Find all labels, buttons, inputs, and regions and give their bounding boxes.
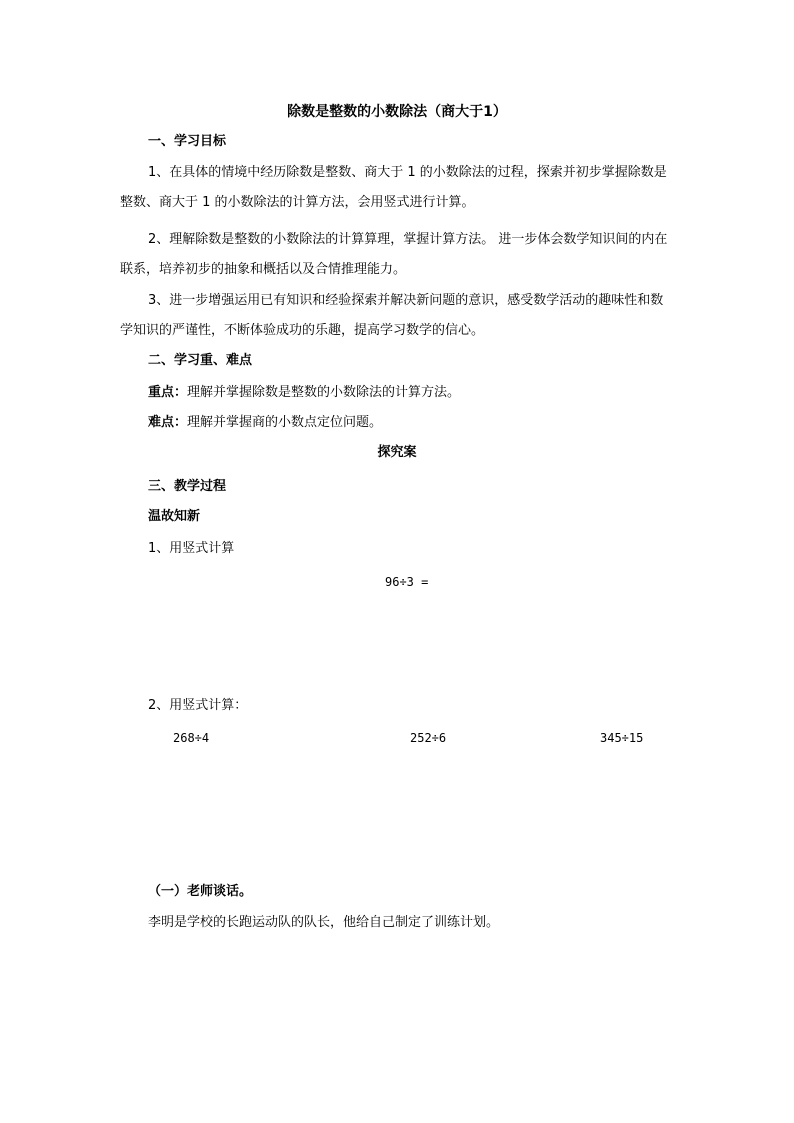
key-point-text: 理解并掌握除数是整数的小数除法的计算方法。 (187, 385, 461, 400)
difficulty-label: 难点： (148, 415, 188, 430)
goal-item-1: 1、在具体的情境中经历除数是整数、商大于 1 的小数除法的过程，探索并初步掌握除数是整数、商大于 1 的小数除法的计算方法，会用竖式进行计算。 (120, 165, 667, 210)
review-heading: 温故知新 (148, 509, 201, 524)
question-1-label: 1、用竖式计算 (148, 541, 235, 556)
question-2-label: 2、用竖式计算： (148, 698, 248, 713)
goal-item-3: 3、进一步增强运用已有知识和经验探索并解决新问题的意识，感受数学活动的趣味性和数学知识的严谨性，不断体验成功的乐趣，提高学习数学的信心。 (120, 293, 664, 338)
section-heading-process: 三、教学过程 (148, 479, 227, 494)
explore-title: 探究案 (377, 445, 417, 460)
part-1-text: 李明是学校的长跑运动队的队长，他给自己制定了训练计划。 (148, 915, 500, 930)
part-1-heading: （一）老师谈话。 (148, 884, 253, 899)
goal-item-2: 2、理解除数是整数的小数除法的计算算理，掌握计算方法。 进一步体会数学知识间的内在联系，培养初步的抽象和概括以及合情推理能力。 (120, 232, 668, 277)
page-title: 除数是整数的小数除法（商大于1） (287, 104, 507, 120)
section-heading-goals: 一、学习目标 (148, 134, 227, 149)
question-2-expression-2: 252÷6 (410, 731, 447, 745)
question-1-expression: 96÷3 = (385, 575, 429, 589)
question-2-expression-3: 345÷15 (600, 731, 644, 745)
difficulty-text: 理解并掌握商的小数点定位问题。 (187, 415, 383, 430)
question-2-expression-1: 268÷4 (173, 731, 210, 745)
key-point-label: 重点： (148, 385, 188, 400)
difficulty-line (148, 414, 382, 432)
key-point-line (148, 384, 460, 402)
section-heading-key-points: 二、学习重、难点 (148, 353, 253, 368)
